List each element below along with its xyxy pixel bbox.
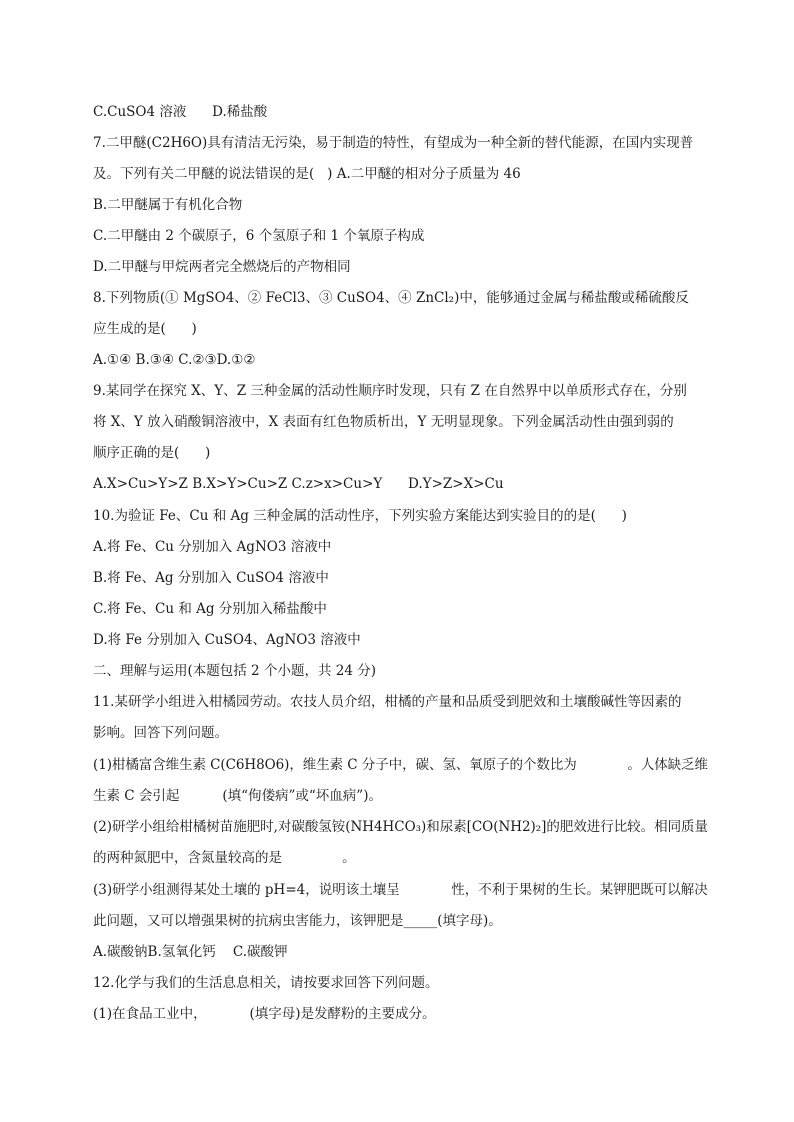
line-q9-stem-3: 顺序正确的是( )	[93, 445, 211, 461]
line-q7-option-c: C.二甲醚由 2 个碳原子，6 个氢原子和 1 个氧原子构成	[93, 228, 425, 244]
line-q10-option-b: B.将 Fe、Ag 分别加入 CuSO4 溶液中	[93, 570, 329, 586]
line-q7-option-d: D.二甲醚与甲烷两者完全燃烧后的产物相同	[93, 259, 351, 275]
line-q10-option-c: C.将 Fe、Cu 和 Ag 分别加入稀盐酸中	[93, 601, 327, 617]
line-q11-part3-1: (3)研学小组测得某处土壤的 pH=4，说明该土壤呈 性，不利于果树的生长。某钾肥既可以解决	[93, 882, 708, 898]
line-q9-stem-1: 9.某同学在探究 X、Y、Z 三种金属的活动性顺序时发现，只有 Z 在自然界中以单质形式存在，分别	[93, 383, 687, 399]
line-option-cd: C.CuSO4 溶液 D.稀盐酸	[93, 104, 268, 120]
section-heading: 二、理解与运用(本题包括 2 个小题，共 24 分)	[93, 663, 376, 679]
line-q11-stem-1: 11.某研学小组进入柑橘园劳动。农技人员介绍，柑橘的产量和品质受到肥效和土壤酸碱性等因素的	[93, 694, 682, 710]
line-q11-part2-2: 的两种氮肥中，含氮量较高的是 。	[93, 850, 356, 866]
line-q11-part1-2: 生素 C 会引起 (填“佝偻病”或“坏血病”)。	[93, 788, 382, 804]
line-q12-part1: (1)在食品工业中， (填字母)是发酵粉的主要成分。	[93, 1006, 436, 1022]
line-q7-option-b: B.二甲醚属于有机化合物	[93, 197, 243, 213]
line-q7-stem-2: 及。下列有关二甲醚的说法错误的是( ) A.二甲醚的相对分子质量为 46	[93, 166, 521, 182]
line-q10-option-a: A.将 Fe、Cu 分别加入 AgNO3 溶液中	[93, 539, 332, 555]
line-q9-options: A.X>Cu>Y>Z B.X>Y>Cu>Z C.z>x>Cu>Y D.Y>Z>X>Cu	[93, 476, 504, 492]
line-q7-stem-1: 7.二甲醚(C2H6O)具有清洁无污染，易于制造的特性，有望成为一种全新的替代能源，在国内实现普	[93, 135, 694, 151]
line-q9-stem-2: 将 X、Y 放入硝酸铜溶液中，X 表面有红色物质析出，Y 无明显现象。下列金属活动性由强到弱的	[93, 414, 674, 430]
line-q8-stem-2: 应生成的是( )	[93, 321, 197, 337]
line-q8-options: A.①④ B.③④ C.②③D.①②	[93, 352, 256, 368]
line-q11-part3-options: A.碳酸钠B.氢氧化钙 C.碳酸钾	[93, 944, 288, 960]
line-q11-stem-2: 影响。回答下列问题。	[93, 725, 228, 741]
line-q11-part3-2: 此问题，又可以增强果树的抗病虫害能力，该钾肥是_____(填字母)。	[93, 913, 502, 929]
line-q11-part1-1: (1)柑橘富含维生素 C(C6H8O6)，维生素 C 分子中，碳、氢、氧原子的个数比为 。人体缺乏维	[93, 757, 708, 773]
line-q10-stem: 10.为验证 Fe、Cu 和 Ag 三种金属的活动性序，下列实验方案能达到实验目的的是( )	[93, 508, 627, 524]
line-q12-stem: 12.化学与我们的生活息息相关，请按要求回答下列问题。	[93, 975, 439, 991]
line-q11-part2-1: (2)研学小组给柑橘树苗施肥时,对碳酸氢铵(NH4HCO₃)和尿素[CO(NH2)₂]的肥效进行比较。相同质量	[93, 819, 708, 835]
line-q10-option-d: D.将 Fe 分别加入 CuSO4、AgNO3 溶液中	[93, 632, 361, 648]
line-q8-stem-1: 8.下列物质(① MgSO4、② FeCl3、③ CuSO4、④ ZnCl₂)中，能够通过金属与稀盐酸或稀硫酸反	[93, 290, 689, 306]
